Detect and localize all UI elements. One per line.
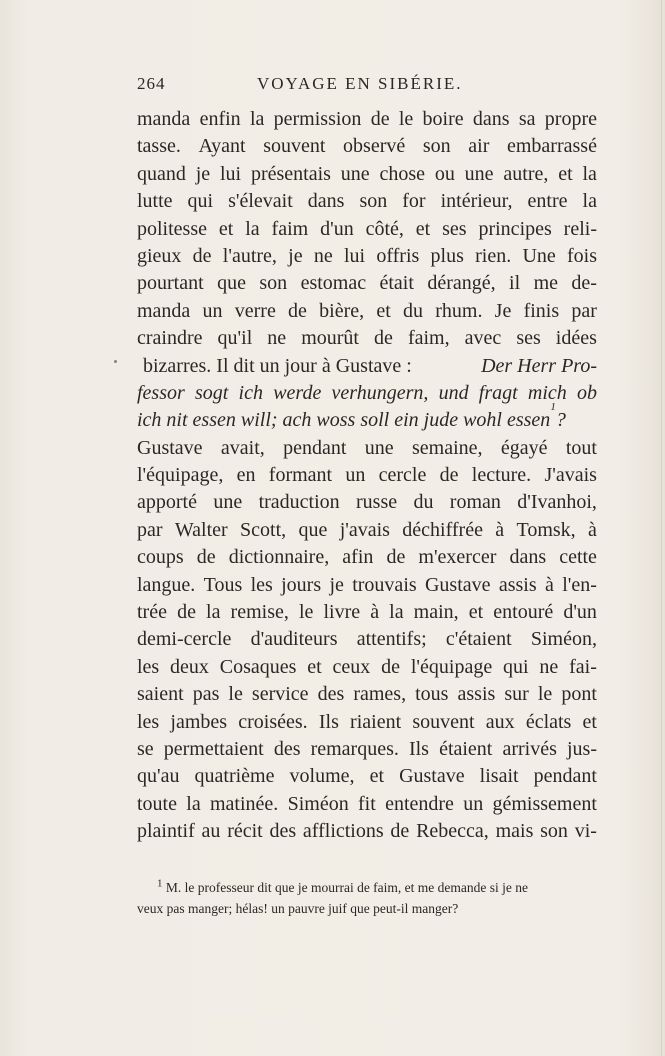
paragraph-start: Gustave avait, pendant une semaine, égayé tout [137,436,597,459]
page-number: 264 [137,74,166,93]
text-line: les jambes croisées. Ils riaient souvent aux éclats et [137,710,597,733]
footnote-ref: 1 [550,401,556,414]
quote-intro: bizarres. Il dit un jour à Gustave : [143,354,412,377]
text-line: langue. Tous les jours je trouvais Gustave assis à l'en- [137,573,597,596]
running-header [137,74,597,98]
text-line: toute la matinée. Siméon fit entendre un gémissement [137,792,597,815]
text-line: quand je lui présentais une chose ou une autre, et la [137,162,597,185]
quote-start: Der Herr Pro- [481,354,597,377]
text-line: lutte qui s'élevait dans son for intérieur, entre la [137,190,597,213]
text-line: plaintif au récit des afflictions de Rebecca, mais son vi- [137,820,597,843]
running-title: VOYAGE EN SIBÉRIE. [257,74,463,93]
footnote-line-1 [137,877,597,898]
margin-speck [114,360,117,363]
text-line: craindre qu'il ne mourût de faim, avec ses idées [137,327,597,350]
footnote [137,877,597,919]
text-line: l'équipage, en formant un cercle de lecture. J'avais [137,464,597,487]
text-line: manda un verre de bière, et du rhum. Je finis par [137,299,597,322]
text-line: saient pas le service des rames, tous assis sur le pont [137,683,597,706]
text-line: manda enfin la permission de le boire dans sa propre [137,108,597,130]
text-line: pourtant que son estomac était dérangé, il me de- [137,272,597,295]
footnote-text-1: M. le professeur dit que je mourrai de faim, et me demande si je ne [165,880,529,895]
text-line: se permettaient des remarques. Ils étaient arrivés jus- [137,737,597,760]
text-line: demi-cercle d'auditeurs attentifs; c'étaient Siméon, [137,628,597,651]
quote-line: fessor sogt ich werde verhungern, und fragt mich ob [137,381,597,404]
quote-mark: ? [555,409,566,432]
text-line: coups de dictionnaire, afin de m'exercer dans cette [137,546,597,569]
text-line: par Walter Scott, que j'avais déchiffrée à Tomsk, à [137,518,597,541]
text-line: politesse et la faim d'un côté, et ses principes reli- [137,217,597,240]
quote-end: ich nit essen will; ach woss soll ein jude wohl essen [137,409,551,432]
text-line: apporté une traduction russe du roman d'Ivanhoi, [137,491,597,514]
text-line: trée de la remise, le livre à la main, et entouré d'un [137,601,597,624]
quote-line-end [137,401,597,434]
footnote-marker: 1 [157,877,163,890]
main-text [137,106,597,846]
text-line: gieux de l'autre, je ne lui offris plus rien. Une fois [137,244,597,267]
text-line: les deux Cosaques et ceux de l'équipage qui ne fai- [137,655,597,678]
page-edge [661,0,662,1056]
footnote-text-2: veux pas manger; hélas! un pauvre juif que peut-il manger? [137,901,459,916]
text-line: qu'au quatrième volume, et Gustave lisait pendant [137,765,597,788]
text-line-quote-intro [137,353,597,380]
text-line: tasse. Ayant souvent observé son air embarrassé [137,135,597,158]
